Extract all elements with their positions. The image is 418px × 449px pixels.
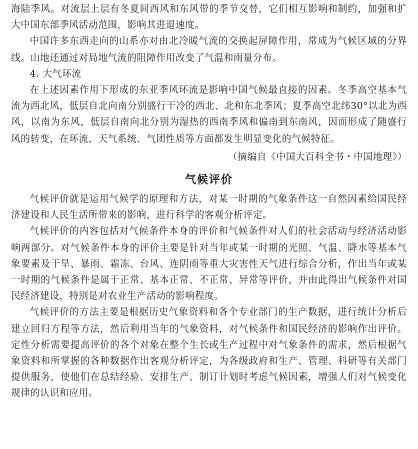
paragraph-terrain: 中国许多东西走向的山系亦对由北冷暖气流的交换起屏障作用，常成为气候区域的分界线。山地还通过对局地气流的阻障作用改变了气温和雨量分布。 [11, 36, 407, 64]
paragraph-circulation: 在上述因素作用下形成的东亚季风环流是影响中国气候最直接的因素。冬季高空基本气流为西北风，低层自北向南分别盛行干冷的西北、北和东北季风；夏季高空北纬30°以北为西风，以南为东风，低层自南向北分别为湿热的西南季风和偏南到东南风，因而形成了随盛行风的转变，在环流、天气系统、气团性质等方面都发生明显变化的气候特征。 [11, 85, 407, 145]
paragraph-evaluation-method: 气候评价的方法主要是根据历史气象资料和各个专业部门的生产数据，进行统计分析后建立回归方程等方法，然后利用当年的气象资料，对气候条件和国民经济的影响作出评价。定性分析需要提高评价的各个对象在整个生长或生产过程中对气象条件的需求，然后根据气象资料和所掌握的各种数据作出客观分析评定，为各级政府和生产、管理、科研等有关部门提供服务，使他们在总结经验、安排生产、制订计划时考虑气候因素，增强人们对气候变化规律的认识和应用。 [11, 307, 407, 400]
paragraph-evaluation-content: 气候评价的内容包括对气候条件本身的评价和气候条件对人们的社会活动与经济活动影响两部分。对气候条件本身的评价主要是针对当年或某一时期的光照、气温、降水等基本气象要素及干旱、暴雨、霜冻、台风、连阴雨等重大灾害性天气进行综合分析，作出当年或某一时期的气候条件是属于正常、基本正常、不正常、异常等评价，并由此得出气候条件对国民经济建设，特别是对农业生产活动的影响程度。 [11, 226, 407, 303]
section-title: 气候评价 [185, 173, 233, 187]
subheading-atmospheric-circulation: 4. 大气环流 [29, 68, 82, 80]
paragraph-monsoon-continued: 海陆季风。对流层上层有冬夏间西风和东风带的季节交替，它们相互影响和制约，加强和扩大中国东部季风活动范围，影响其进退速度。 [11, 4, 407, 32]
paragraph-evaluation-definition: 气候评价就是运用气候学的原理和方法，对某一时期的气象条件这一自然因素给国民经济建设和人民生活所带来的影响，进行科学的客观分析评定。 [11, 194, 407, 222]
source-citation: （摘编自《中国大百科全书・中国地理》） [227, 151, 407, 163]
